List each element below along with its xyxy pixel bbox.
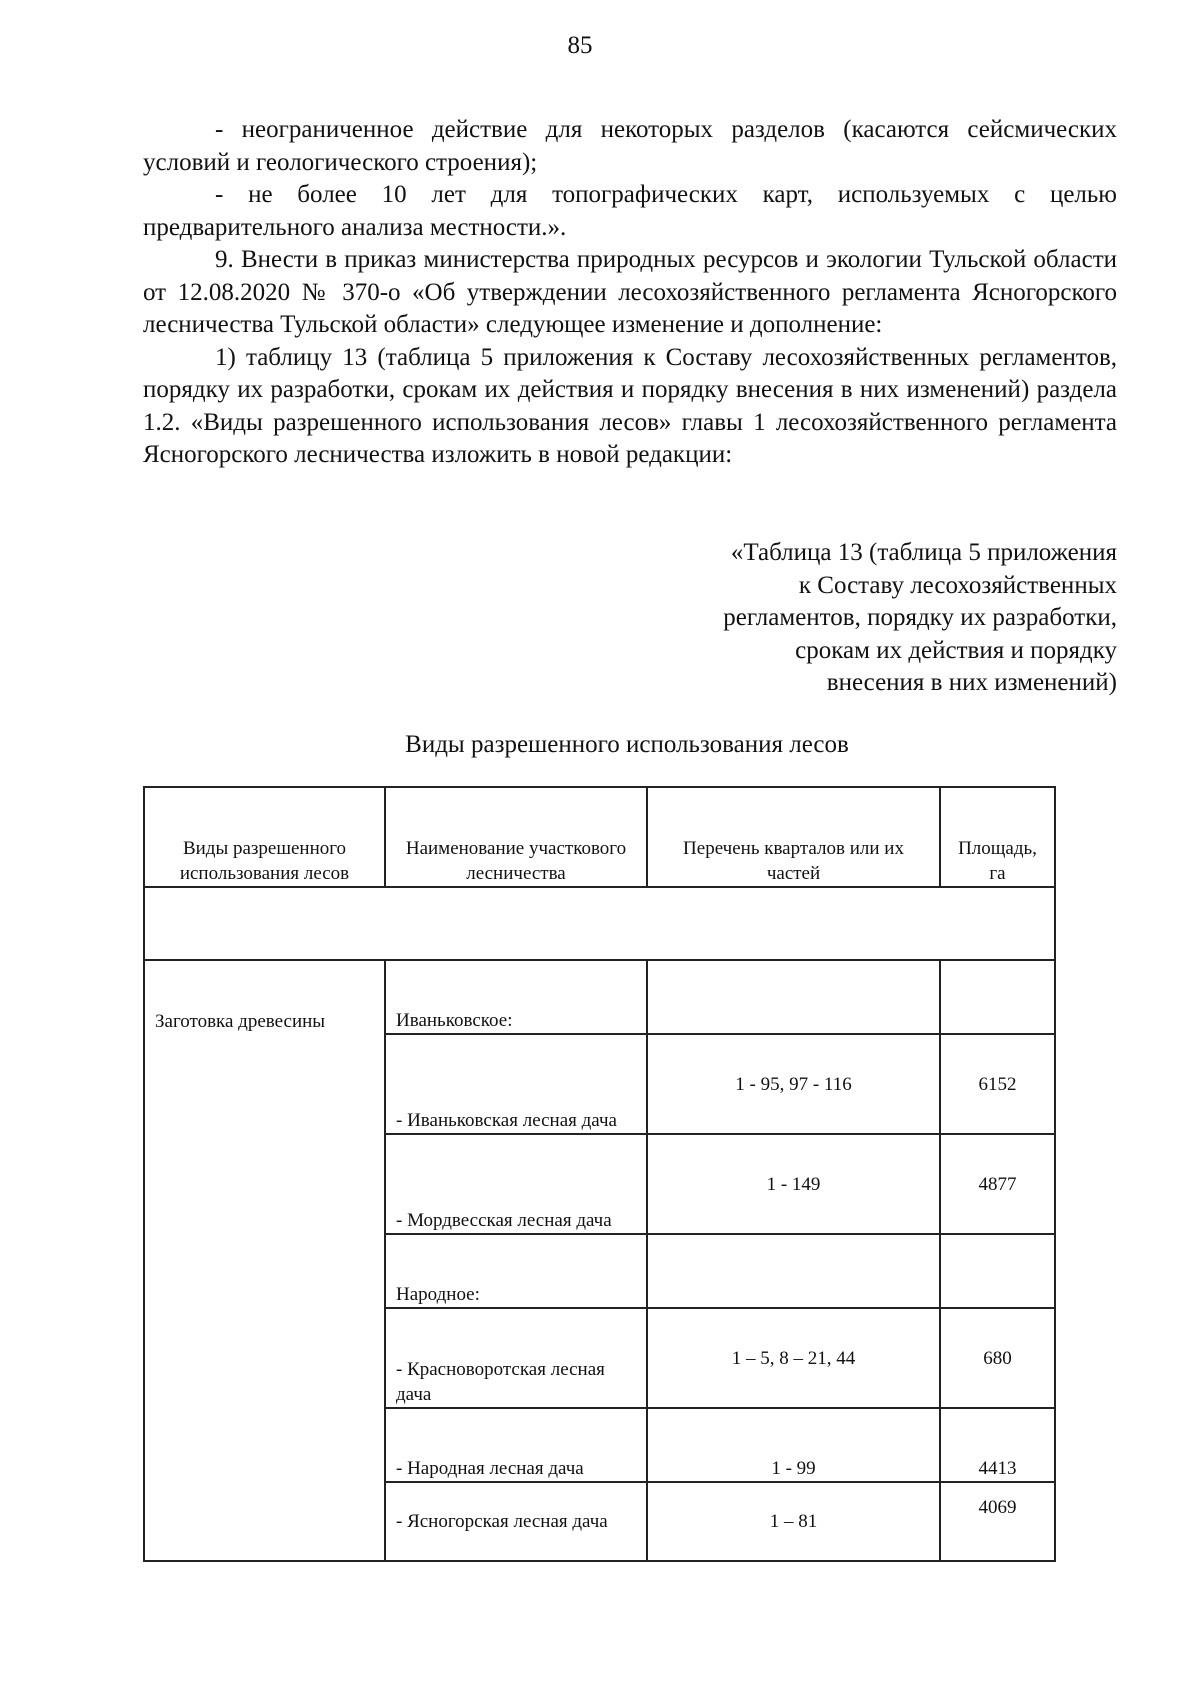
quarters-cell: [647, 1234, 940, 1308]
header-cell: Наименование участкового лесничества: [385, 787, 647, 887]
area-cell: 680: [940, 1308, 1055, 1408]
quarters-cell: 1 - 99: [647, 1408, 940, 1482]
quarters-cell: 1 – 81: [647, 1482, 940, 1561]
quarters-cell: 1 - 95, 97 - 116: [647, 1034, 940, 1134]
use-type-cell: Заготовка древесины: [144, 960, 385, 1561]
header-cell: Виды разрешенного использования лесов: [144, 787, 385, 887]
name-cell: - Красноворотская лесная дача: [385, 1308, 647, 1408]
paragraph: - неограниченное действие для некоторых разделов (касаются сейсмических условий и геологического строения);: [143, 116, 1117, 176]
paragraph: 9. Внести в приказ министерства природных ресурсов и экологии Тульской области от 12.08.2020 № 370-о «Об утверждении лесохозяйственного регламента Ясногорского лесничества Тульской области» следующее изменение и дополнение:: [143, 246, 1117, 338]
area-cell: [940, 1234, 1055, 1308]
table-row: [144, 960, 1055, 1034]
header-cell: Перечень кварталов или их частей: [647, 787, 940, 887]
header-cell: Площадь, га: [940, 787, 1055, 887]
area-cell: 4413: [940, 1408, 1055, 1482]
caption-line: «Таблица 13 (таблица 5 приложения: [730, 539, 1117, 566]
area-cell: 6152: [940, 1034, 1055, 1134]
paragraph: - не более 10 лет для топографических карт, используемых с целью предварительного анализа местности.».: [143, 181, 1117, 241]
table-header-row: [144, 787, 1055, 887]
table-caption: [600, 537, 1117, 700]
caption-line: внесения в них изменений): [826, 669, 1117, 696]
table-title: Виды разрешенного использования лесов: [405, 731, 849, 758]
paragraph: 1) таблицу 13 (таблица 5 приложения к Составу лесохозяйственных регламентов, порядку их разработки, срокам их действия и порядку внесения в них изменений) раздела 1.2. «Виды разрешенного использования лесов» главы 1 лесохозяйственного регламента Ясногорского лесничества изложить в новой редакции:: [143, 343, 1117, 468]
area-cell: [940, 960, 1055, 1034]
caption-line: регламентов, порядку их разработки,: [723, 604, 1117, 631]
quarters-cell: [647, 960, 940, 1034]
name-cell: - Народная лесная дача: [385, 1408, 647, 1482]
name-cell: Иваньковское:: [385, 960, 647, 1034]
name-cell: Народное:: [385, 1234, 647, 1308]
forest-use-table: [143, 786, 1056, 1562]
quarters-cell: 1 - 149: [647, 1134, 940, 1234]
name-cell: - Иваньковская лесная дача: [385, 1034, 647, 1134]
name-cell: - Мордвесская лесная дача: [385, 1134, 647, 1234]
page-number: 85: [567, 32, 593, 59]
empty-row: [144, 887, 1055, 960]
quarters-cell: 1 – 5, 8 – 21, 44: [647, 1308, 940, 1408]
area-cell: 4069: [940, 1482, 1055, 1561]
empty-cell: [144, 887, 1055, 960]
body-text: [143, 114, 1117, 472]
caption-line: срокам их действия и порядку: [795, 636, 1117, 664]
caption-line: к Составу лесохозяйственных: [798, 571, 1117, 599]
area-cell: 4877: [940, 1134, 1055, 1234]
name-cell: - Ясногорская лесная дача: [385, 1482, 647, 1561]
